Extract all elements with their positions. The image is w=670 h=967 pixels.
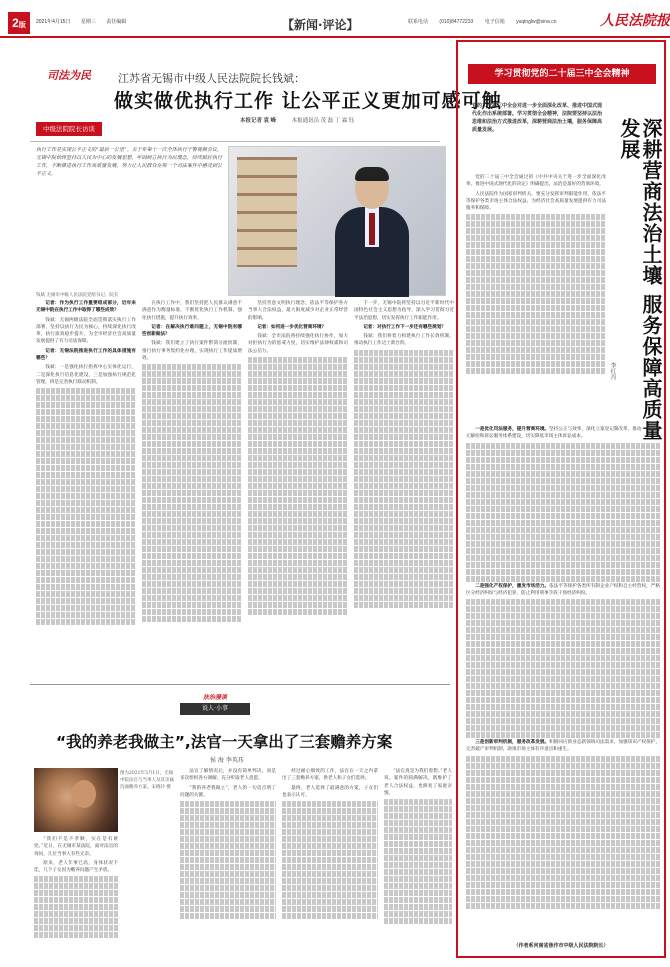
- second-body-column-2: 法官了解情况后，并没有简单判决，而是多次组织各方调解，充分听取老人意愿。 “我的养老我做主”，老人的一句话点明了问题的关键。: [180, 768, 276, 950]
- commentary-body-upper: 党的二十届三中全会通过的《中共中央关于进一步全面深化改革、推进中国式现代化的决定》明确提出，法治是最好的营商环境。 人民法院作为国家审判机关，要充分发挥审判职能作用，依法平等保护各类市场主体合法权益，为经济社会高质量发展提供有力司法服务和保障。: [466, 174, 606, 422]
- byline-intern: 本报通讯员 茂 磊 丁 霖 钰: [291, 118, 355, 124]
- issue-date: 2021年4月15日: [36, 19, 71, 25]
- commentary-banner: 学习贯彻党的二十届三中全会精神: [468, 64, 656, 84]
- second-body-column-1: “我们不是不孝顺，实在是有难处。”近日，在无锡市某法院，面对法官的询问，几位当事人有些无奈。 原来，老人年事已高，身体状况不佳，几个子女因为赡养问题产生矛盾。: [34, 836, 118, 950]
- elder-photo: [34, 768, 118, 832]
- body-column-4: 下一步，无锡中院将坚持以习近平新时代中国特色社会主义思想为指导，深入学习贯彻习近平法治思想，切实发挥执行工作职能作用。 记者：对执行工作下一步还有哪些规划？ 钱斌：我们将着力构建执行工作长效机制，推动执行工作迈上新台阶。: [354, 300, 454, 676]
- second-body-column-3: 经过耐心细致的工作，法官在一天之内拿出了三套赡养方案，供老人和子女们选择。 最终，老人选择了最满意的方案，子女们也表示认可。: [282, 768, 378, 950]
- article-body: [36, 300, 452, 676]
- column-badge: [36, 64, 102, 136]
- second-badge-subtitle: 说人·小事: [180, 703, 250, 715]
- elder-photo-caption: 图为2021年3月1日，无锡中院法官与当事人及其亲属沟通赡养方案。宋晓玲 摄: [120, 771, 174, 790]
- section-tag: 【新闻·评论】: [282, 18, 359, 32]
- body-column-3: 坚持善意文明执行理念，依法平等保护各方当事人合法权益，最大限度减少对企业正常经营的影响。 记者：如何进一步优化营商环境？ 钱斌：全市法院将持续强化执行协作，加大对拒执行为的惩戒力度，切实维护法律权威和司法公信力。: [248, 300, 348, 676]
- byline-reporter: 本报记者 袁 峰: [240, 118, 277, 124]
- editor-label: 责任编辑: [106, 19, 127, 25]
- email-label: 电子信箱: [484, 19, 505, 25]
- commentary-intro: 党的二十届三中全会对进一步全面深化改革、推进中国式现代化作出系统部署。学习贯彻全会精神，法院要坚持以法治思维和法治方式推进改革，深耕营商法治土壤，服务保障高质量发展。: [472, 103, 603, 133]
- commentary-footer: （作者系河南省焦作市中级人民法院院长）: [513, 943, 609, 949]
- issue-meta: [36, 18, 135, 25]
- body-column-2: 在执行工作中，我们坚持把人民群众满意不满意作为衡量标准，不断优化执行工作机制，强化执行措施，提升执行效率。 记者：在解决执行难问题上，无锡中院有哪些创新做法？ 钱斌：我们建立了执行案件繁简分流机制，推行执行事务集约化办理，实现执行工作提质增效。: [142, 300, 242, 676]
- newspaper-logo: 人民法院报: [600, 13, 670, 29]
- portrait-photo: [228, 146, 446, 296]
- contact-phone: (010)84772233: [439, 19, 474, 25]
- header-rule: [0, 36, 670, 38]
- page-header: [0, 0, 670, 36]
- contact-label: 联系电话: [408, 19, 429, 25]
- subheading-1: 一是优化司法服务，提升营商环境。: [475, 427, 550, 432]
- main-article-banner: [30, 64, 502, 142]
- column-badge-title: 司法为民: [47, 69, 91, 82]
- person-figure: [335, 169, 409, 297]
- article-lead: 执行工作是实现公平正义的“最后一公里”。关于年第十一次全体执行干警视频会议，无锡中院始终坚持以人民为中心的发展思想，牢固树立执行为民理念，持续做好执行工作，不断推进执行工作高质量发展，努力让人民群众在每一个司法案件中感受到公平正义。: [36, 147, 222, 177]
- contact-info: [408, 18, 567, 25]
- second-body-column-4: “法官真是为我们着想。”老人说。案件的圆满解决，既维护了老人合法权益，也修复了家庭亲情。: [384, 768, 452, 950]
- second-badge-title: 法治漫谈: [202, 694, 227, 701]
- bookshelf-graphic: [237, 157, 297, 267]
- second-column-badge: [180, 692, 250, 718]
- section-divider: [30, 684, 450, 685]
- body-column-1: 记者：作为执行工作重要组成部分，近年来无锡中院在执行工作中取得了哪些成效？ 钱斌：无锡两级法院全面贯彻落实执行工作部署，坚持以执行为民为核心，持续深化执行改革，执行质效稳步提升，为全市经济社会高质量发展提供了有力司法保障。 记者：无锡法院推进执行工作的具体措施有哪些？ 钱斌：一是强化执行指挥中心实体化运行，二是深化执行信息化建设，三是加强执行规范化管理，四是完善执行联动机制。: [36, 300, 136, 676]
- photo-caption: 钱斌 无锡市中级人民法院党组书记、院长: [36, 293, 119, 298]
- subheading-2: 二是强化产权保护，激发市场活力。: [475, 583, 550, 589]
- second-byline: 侯 海 李英珏: [210, 757, 244, 764]
- email-address: yuqinglw@sina.cn: [516, 19, 557, 25]
- article-byline: [240, 116, 354, 124]
- commentary-box: [456, 40, 666, 958]
- second-headline: “我的养老我做主”,法官一天拿出了三套赡养方案: [56, 733, 393, 751]
- article-kicker: 江苏省无锡市中级人民法院院长钱斌：: [118, 72, 305, 85]
- column-badge-subtitle: 中级法院院长访谈: [36, 122, 102, 136]
- commentary-author: 李红丹: [609, 362, 616, 380]
- subheading-3: 三是创新审判机制，服务改革发展。: [475, 740, 550, 746]
- commentary-body-lower: 一是优化司法服务，提升营商环境。坚持公正与效率，深化立案登记制改革，推动一站式多元解纷和诉讼服务体系建设，切实降低市场主体诉讼成本。 二是强化产权保护，激发市场活力。依法平等保护各类所有制企业产权和自主经营权，严格区分经济纠纷与经济犯罪，防止利用刑事手段干预经济纠纷。 三是创新审判机制，服务改革发展。积极回应新业态新领域司法需求，加强知识产权保护，完善破产审判机制，助推市场主体有序退出和重生。: [466, 426, 660, 967]
- page-number-badge: 2版: [8, 12, 30, 34]
- article-headline: 做实做优执行工作 让公平正义更加可感可触: [114, 90, 502, 112]
- issue-weekday: 星期三: [80, 19, 96, 25]
- commentary-title: 深耕营商法治土壤 服务保障高质量发展: [617, 118, 663, 441]
